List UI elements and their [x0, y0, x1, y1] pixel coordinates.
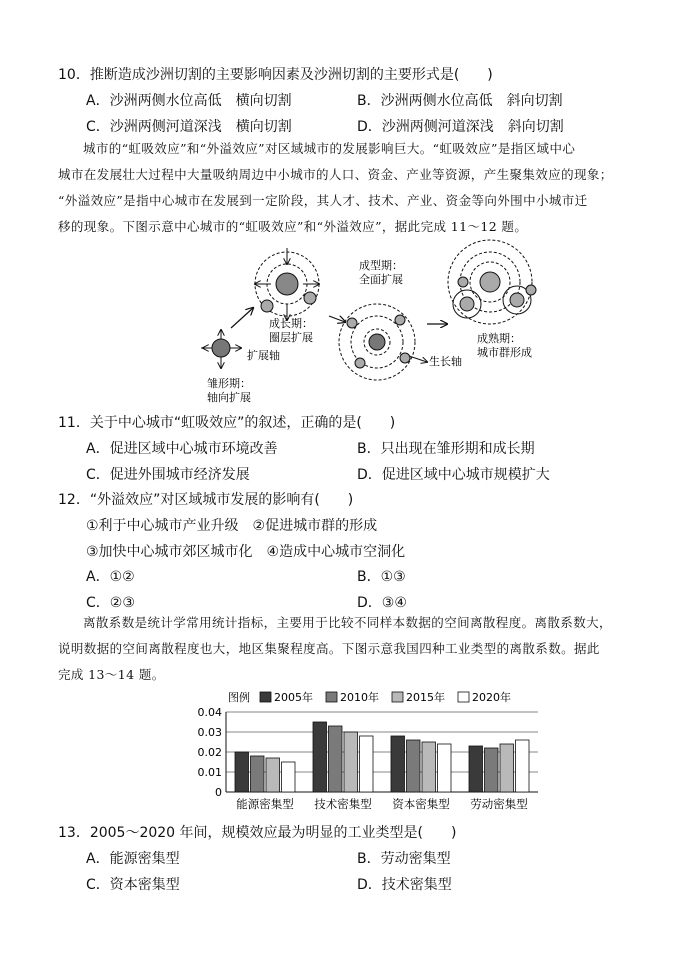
- q10-option-d: D．沙洲两侧河道深浅 斜向切割: [357, 119, 564, 135]
- stage3-label-1: 成型期：: [359, 259, 403, 272]
- bar-2-1: [407, 740, 421, 792]
- legend-title: 图例: [228, 691, 250, 704]
- y-tick-label-1: 0.01: [197, 766, 222, 779]
- legend-label-3: 2020年: [472, 691, 511, 704]
- stage4-label-2: 城市群形成: [477, 346, 532, 359]
- legend-label-2: 2015年: [406, 691, 445, 704]
- stage4-figure: [448, 240, 536, 324]
- stage2-figure: [255, 248, 319, 320]
- q13-stem: 13．2005～2020 年间，规模效应最为明显的工业类型是( ): [58, 825, 457, 841]
- legend-swatch-3: [458, 692, 469, 702]
- q12-option-d: D．③④: [357, 595, 407, 611]
- axis-label: 扩展轴: [247, 349, 280, 362]
- y-tick-label-4: 0.04: [197, 706, 222, 719]
- stage3-label-2: 全面扩展: [359, 273, 403, 286]
- q12-statements-2: ③加快中心城市郊区城市化 ④造成中心城市空洞化: [86, 544, 406, 560]
- legend-swatch-0: [260, 692, 271, 702]
- bar-0-0: [235, 752, 249, 792]
- passage1-line3: “外溢效应”是指中心城市在发展到一定阶段，其人才、技术、产业、资金等向外围中小城市迁: [58, 193, 588, 208]
- bar-2-3: [438, 744, 452, 792]
- q10-stem: 10．推断造成沙洲切割的主要影响因素及沙洲切割的主要形式是( ): [58, 67, 493, 83]
- stage2-label-1: 成长期：: [269, 317, 313, 330]
- q10-option-a: A．沙洲两侧水位高低 横向切割: [86, 93, 292, 109]
- passage1-line1: 城市的“虹吸效应”和“外溢效应”对区域城市的发展影响巨大。“虹吸效应”是指区域中心: [83, 141, 576, 156]
- stage-arrow-1: [231, 308, 253, 328]
- stage4-label-1: 成熟期：: [477, 332, 521, 345]
- x-tick-label-2: 资本密集型: [392, 797, 450, 811]
- q11-stem: 11．关于中心城市“虹吸效应”的叙述，正确的是( ): [58, 415, 396, 431]
- bar-1-2: [344, 732, 358, 792]
- y-tick-label-2: 0.02: [197, 746, 222, 759]
- q12-stem: 12．“外溢效应”对区域城市发展的影响有( ): [58, 492, 354, 508]
- bar-3-2: [500, 744, 514, 792]
- dispersion-bar-chart: [190, 686, 550, 814]
- passage2-line3: 完成 13～14 题。: [58, 667, 165, 682]
- bar-1-3: [360, 736, 374, 792]
- bar-0-3: [282, 762, 296, 792]
- stage-arrow-2: [329, 316, 345, 322]
- legend-swatch-2: [392, 692, 403, 702]
- q12-option-a: A．①②: [86, 569, 135, 585]
- q11-option-b: B．只出现在雏形期和成长期: [357, 441, 535, 457]
- q13-option-b: B．劳动密集型: [357, 851, 451, 867]
- y-tick-label-3: 0.03: [197, 726, 222, 739]
- q10-option-c: C．沙洲两侧河道深浅 横向切割: [86, 119, 292, 135]
- q13-option-a: A．能源密集型: [86, 851, 180, 867]
- stage2-label-2: 圈层扩展: [269, 331, 313, 344]
- stage3-figure: [339, 304, 427, 380]
- passage-dispersion: [58, 610, 658, 688]
- stage1-figure: [201, 330, 241, 368]
- bar-2-2: [422, 742, 436, 792]
- bar-3-3: [516, 740, 530, 792]
- q11-option-a: A．促进区域中心城市环境改善: [86, 441, 278, 457]
- x-tick-label-0: 能源密集型: [236, 797, 294, 811]
- passage1-line4: 移的现象。下图示意中心城市的“虹吸效应”和“外溢效应”，据此完成 11～12 题。: [58, 219, 528, 234]
- bar-0-1: [251, 756, 265, 792]
- q13-option-c: C．资本密集型: [86, 877, 180, 893]
- stage1-label-2: 轴向扩展: [207, 391, 251, 404]
- passage2-line1: 离散系数是统计学常用统计指标，主要用于比较不同样本数据的空间离散程度。离散系数大，: [83, 615, 612, 630]
- q12-statements-1: ①利于中心城市产业升级 ②促进城市群的形成: [86, 518, 378, 534]
- bar-1-0: [313, 722, 327, 792]
- q11-option-d: D．促进区域中心城市规模扩大: [357, 467, 550, 483]
- legend-swatch-1: [326, 692, 337, 702]
- urban-growth-diagram: [195, 238, 555, 406]
- y-tick-label-0: 0: [215, 786, 222, 799]
- passage1-line2: 城市在发展壮大过程中大量吸纳周边中小城市的人口、资金、产业等资源，产生聚集效应的现象；: [58, 167, 613, 182]
- legend-label-1: 2010年: [340, 691, 379, 704]
- bar-2-0: [391, 736, 405, 792]
- bar-1-1: [329, 726, 343, 792]
- q13-option-d: D．技术密集型: [357, 877, 452, 893]
- passage2-line2: 说明数据的空间离散程度也大，地区集聚程度高。下图示意我国四种工业类型的离散系数。据此: [58, 641, 600, 656]
- x-tick-label-1: 技术密集型: [314, 797, 372, 811]
- bar-3-1: [485, 748, 499, 792]
- bar-3-0: [469, 746, 483, 792]
- stage1-label-1: 雏形期：: [207, 377, 251, 390]
- x-tick-label-3: 劳动密集型: [470, 797, 528, 811]
- q10-option-b: B．沙洲两侧水位高低 斜向切割: [357, 93, 563, 109]
- q11-option-c: C．促进外围城市经济发展: [86, 467, 250, 483]
- legend-label-0: 2005年: [274, 691, 313, 704]
- q12-option-c: C．②③: [86, 595, 135, 611]
- passage-urban-effects: [58, 136, 658, 240]
- q12-option-b: B．①③: [357, 569, 406, 585]
- bar-0-2: [266, 758, 280, 792]
- growth-axis-label: 生长轴: [429, 355, 462, 368]
